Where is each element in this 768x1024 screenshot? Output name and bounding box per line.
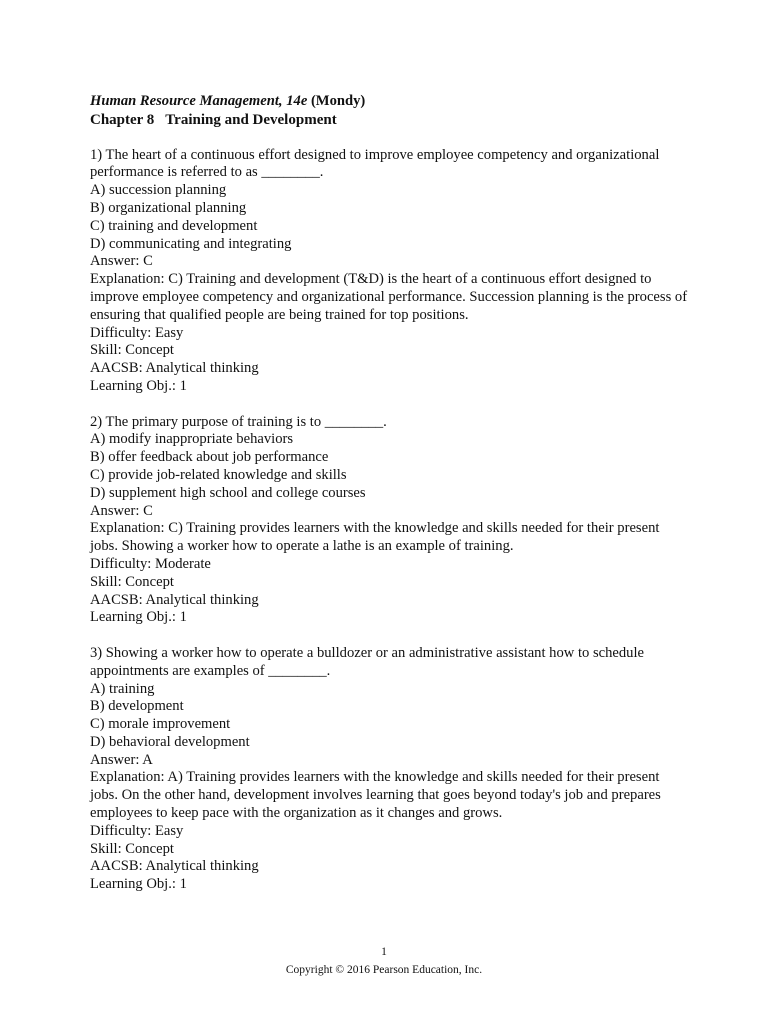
chapter-heading: Chapter 8 Training and Development bbox=[90, 111, 337, 128]
answer: Answer: C bbox=[90, 253, 153, 270]
option-b: B) offer feedback about job performance bbox=[90, 449, 329, 466]
option-d: D) behavioral development bbox=[90, 733, 250, 750]
learning-objective: Learning Obj.: 1 bbox=[90, 377, 187, 394]
option-d: D) supplement high school and college courses bbox=[90, 484, 366, 501]
question-stem: 2) The primary purpose of training is to ________. bbox=[90, 413, 387, 430]
explanation: Explanation: C) Training and development (T&D) is the heart of a continuous effort designed to improve employee competency and organizational performance. Succession planning is the process of ensuring that qualified people are being trained for top positions. bbox=[90, 271, 688, 323]
page-content bbox=[90, 93, 690, 894]
difficulty: Difficulty: Easy bbox=[90, 324, 184, 341]
book-title-italic: Human Resource Management, 14e bbox=[90, 93, 308, 109]
option-a: A) training bbox=[90, 680, 155, 697]
option-a: A) modify inappropriate behaviors bbox=[90, 431, 294, 448]
option-a: A) succession planning bbox=[90, 182, 227, 199]
copyright-notice: Copyright © 2016 Pearson Education, Inc. bbox=[285, 964, 483, 976]
question-stem: 3) Showing a worker how to operate a bulldozer or an administrative assistant how to schedule appointments are examples of ________. bbox=[90, 644, 645, 679]
question-stem: 1) The heart of a continuous effort designed to improve employee competency and organizational performance is referred to as ________. bbox=[90, 146, 660, 181]
question-3 bbox=[90, 645, 690, 894]
question-1 bbox=[90, 147, 690, 396]
page-number: 1 bbox=[381, 946, 387, 958]
aacsb: AACSB: Analytical thinking bbox=[90, 591, 259, 608]
question-2 bbox=[90, 414, 690, 628]
learning-objective: Learning Obj.: 1 bbox=[90, 609, 187, 626]
skill: Skill: Concept bbox=[90, 840, 174, 857]
option-b: B) organizational planning bbox=[90, 199, 247, 216]
difficulty: Difficulty: Moderate bbox=[90, 555, 211, 572]
option-d: D) communicating and integrating bbox=[90, 235, 292, 252]
explanation: Explanation: A) Training provides learners with the knowledge and skills needed for their present jobs. On the other hand, development involves learning that goes beyond today's job and prepares employees to keep pace with the organization as it changes and grows. bbox=[90, 769, 661, 822]
skill: Skill: Concept bbox=[90, 573, 174, 590]
explanation: Explanation: C) Training provides learners with the knowledge and skills needed for their present jobs. Showing a worker how to operate a lathe is an example of training. bbox=[90, 520, 660, 555]
learning-objective: Learning Obj.: 1 bbox=[90, 876, 187, 893]
option-c: C) provide job-related knowledge and skills bbox=[90, 466, 347, 483]
book-author: (Mondy) bbox=[307, 93, 366, 109]
aacsb: AACSB: Analytical thinking bbox=[90, 360, 259, 377]
answer: Answer: A bbox=[90, 751, 153, 768]
answer: Answer: C bbox=[90, 502, 153, 519]
option-c: C) training and development bbox=[90, 217, 258, 234]
aacsb: AACSB: Analytical thinking bbox=[90, 858, 259, 875]
difficulty: Difficulty: Easy bbox=[90, 822, 184, 839]
book-title bbox=[90, 93, 690, 111]
skill: Skill: Concept bbox=[90, 342, 174, 359]
option-b: B) development bbox=[90, 698, 184, 715]
option-c: C) morale improvement bbox=[90, 716, 231, 733]
